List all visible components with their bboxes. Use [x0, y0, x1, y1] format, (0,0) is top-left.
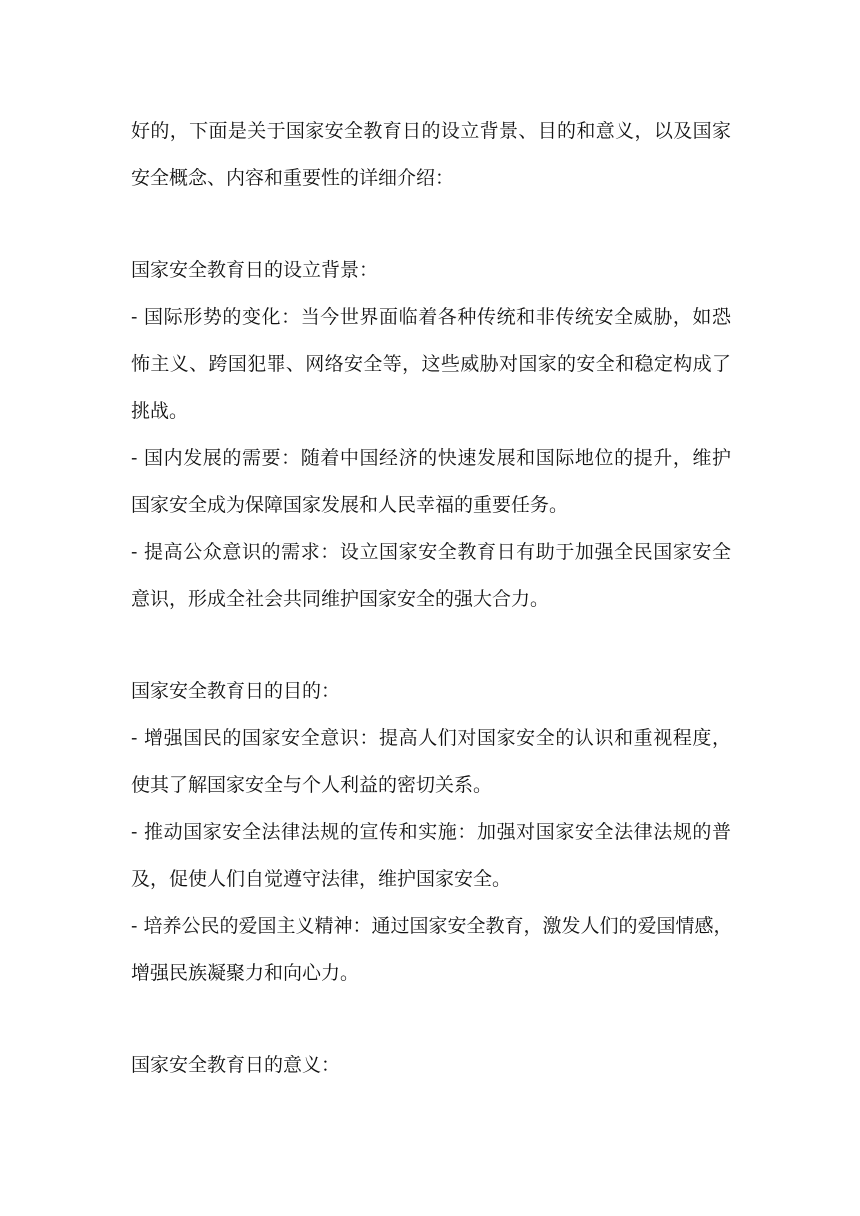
background-item-line: 怖主义、跨国犯罪、网络安全等，这些威胁对国家的安全和稳定构成了	[131, 353, 731, 375]
paragraph-gap	[131, 997, 737, 1042]
purpose-item-line: - 推动国家安全法律法规的宣传和实施：加强对国家安全法律法规的普	[131, 821, 731, 843]
significance-section	[131, 1042, 737, 1089]
intro-line: 安全概念、内容和重要性的详细介绍：	[131, 167, 455, 189]
section-heading-significance: 国家安全教育日的意义：	[131, 1054, 341, 1076]
purpose-item-line: 及，促使人们自觉遵守法律，维护国家安全。	[131, 868, 512, 890]
paragraph-gap	[131, 202, 737, 247]
section-heading-purpose: 国家安全教育日的目的：	[131, 680, 341, 702]
section-heading-background: 国家安全教育日的设立背景：	[131, 259, 379, 281]
background-item-line: 意识，形成全社会共同维护国家安全的强大合力。	[131, 588, 550, 610]
background-item-line: 国家安全成为保障国家发展和人民幸福的重要任务。	[131, 494, 569, 516]
paragraph-gap	[131, 623, 737, 668]
intro-line: 好的，下面是关于国家安全教育日的设立背景、目的和意义，以及国家	[131, 120, 731, 142]
background-item-line: - 国内发展的需要：随着中国经济的快速发展和国际地位的提升，维护	[131, 447, 731, 469]
background-section	[131, 247, 737, 623]
document-body	[131, 108, 737, 1089]
intro-paragraph	[131, 108, 737, 202]
purpose-item-line: 使其了解国家安全与个人利益的密切关系。	[131, 774, 493, 796]
background-item-line: 挑战。	[131, 400, 189, 422]
purpose-item-line: - 培养公民的爱国主义精神：通过国家安全教育，激发人们的爱国情感，	[131, 915, 733, 937]
background-item-line: - 国际形势的变化：当今世界面临着各种传统和非传统安全威胁，如恐	[131, 306, 731, 328]
background-item-line: - 提高公众意识的需求：设立国家安全教育日有助于加强全民国家安全	[131, 541, 731, 563]
purpose-item-line: 增强民族凝聚力和向心力。	[131, 962, 360, 984]
purpose-section	[131, 668, 737, 997]
purpose-item-line: - 增强国民的国家安全意识：提高人们对国家安全的认识和重视程度，	[131, 727, 731, 749]
